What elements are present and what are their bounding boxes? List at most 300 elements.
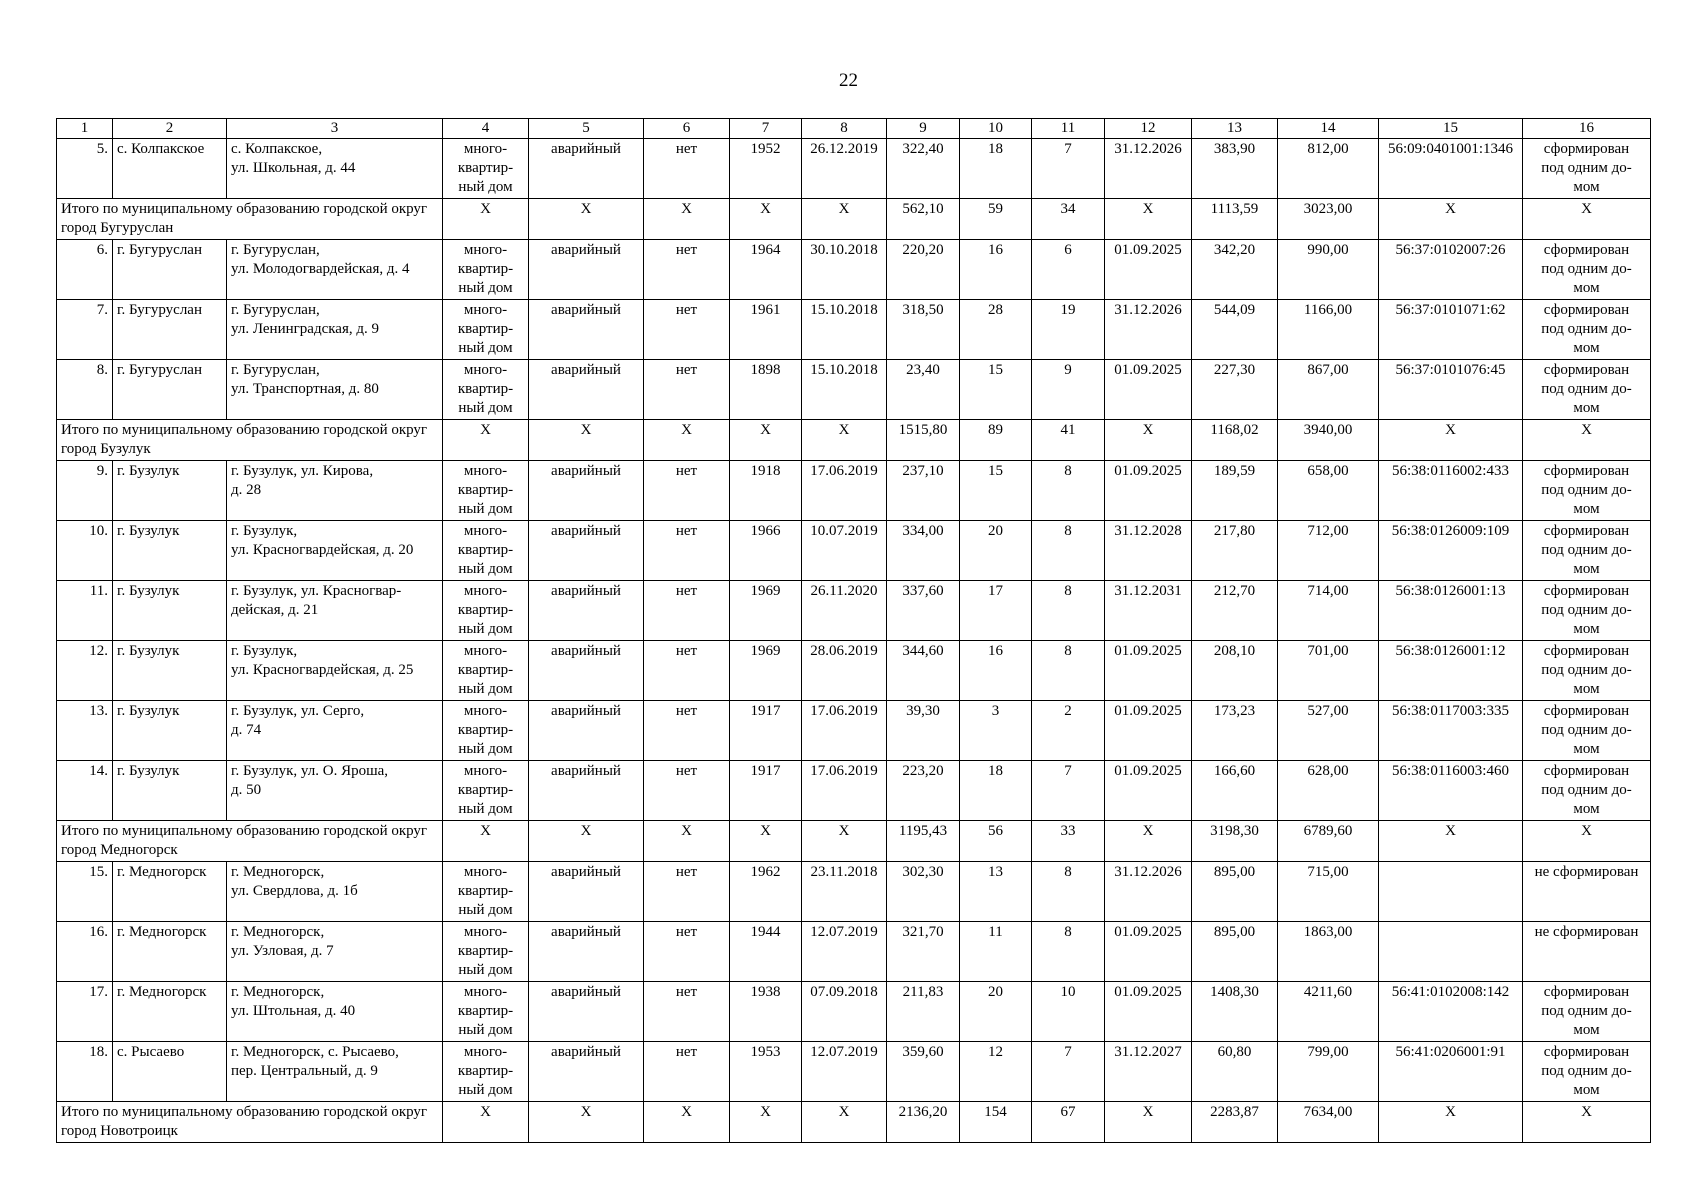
cadastral-number-cell: 56:38:0126001:13 [1379,581,1523,641]
land-plot-status-cell: сформирован под одним до- мом [1523,461,1651,521]
building-type-cell: много- квартир- ный дом [443,862,529,922]
area-cell: 302,30 [887,862,960,922]
premises-count-cell: 7 [1032,761,1105,821]
residents-count-cell: 20 [960,521,1032,581]
premises-count-cell: 8 [1032,641,1105,701]
residents-count-cell: 18 [960,139,1032,199]
column-number: 9 [887,119,960,139]
premises-count-cell: 8 [1032,922,1105,982]
table-row [57,862,1651,922]
row-number-cell: 12. [57,641,113,701]
build-year-cell: 1938 [730,982,802,1042]
row-number-cell: 15. [57,862,113,922]
premises-count-cell: 6 [1032,240,1105,300]
page-number: 22 [839,70,858,91]
residents-total-cell: 89 [960,420,1032,461]
land-plot-status-cell: сформирован под одним до- мом [1523,641,1651,701]
row-number-cell: 9. [57,461,113,521]
area-cell: 211,83 [887,982,960,1042]
column-number: 8 [802,119,887,139]
flag-cell: нет [644,521,730,581]
x-mark-cell: Х [730,1102,802,1143]
flag-cell: нет [644,761,730,821]
building-type-cell: много- квартир- ный дом [443,360,529,420]
table-row [57,701,1651,761]
residents-count-cell: 28 [960,300,1032,360]
condition-cell: аварийный [529,701,644,761]
value-14-total-cell: 3023,00 [1278,199,1379,240]
residents-count-cell: 12 [960,1042,1032,1102]
column-number: 16 [1523,119,1651,139]
column-number: 15 [1379,119,1523,139]
cadastral-number-cell: 56:41:0206001:91 [1379,1042,1523,1102]
land-plot-status-cell: сформирован под одним до- мом [1523,1042,1651,1102]
build-year-cell: 1918 [730,461,802,521]
flag-cell: нет [644,701,730,761]
address-cell: г. Медногорск, ул. Штольная, д. 40 [227,982,443,1042]
recognition-date-cell: 12.07.2019 [802,1042,887,1102]
resettlement-deadline-cell: 01.09.2025 [1105,641,1192,701]
table-row [57,1042,1651,1102]
resettlement-deadline-cell: 01.09.2025 [1105,360,1192,420]
x-mark-cell: Х [529,199,644,240]
value-14-cell: 701,00 [1278,641,1379,701]
land-plot-status-cell: не сформирован [1523,922,1651,982]
value-13-cell: 1408,30 [1192,982,1278,1042]
building-type-cell: много- квартир- ный дом [443,521,529,581]
condition-cell: аварийный [529,922,644,982]
settlement-cell: г. Бугуруслан [113,300,227,360]
value-13-cell: 227,30 [1192,360,1278,420]
table-row [57,461,1651,521]
area-cell: 220,20 [887,240,960,300]
column-number: 2 [113,119,227,139]
resettlement-deadline-cell: 31.12.2027 [1105,1042,1192,1102]
cadastral-number-cell [1379,922,1523,982]
premises-count-cell: 10 [1032,982,1105,1042]
premises-count-cell: 8 [1032,461,1105,521]
x-mark-cell: Х [644,821,730,862]
condition-cell: аварийный [529,641,644,701]
resettlement-deadline-cell: 01.09.2025 [1105,982,1192,1042]
address-cell: г. Бузулук, ул. Кирова, д. 28 [227,461,443,521]
subtotal-row [57,821,1651,862]
residents-total-cell: 56 [960,821,1032,862]
building-type-cell: много- квартир- ный дом [443,982,529,1042]
value-14-cell: 1166,00 [1278,300,1379,360]
cadastral-number-cell: 56:38:0116003:460 [1379,761,1523,821]
recognition-date-cell: 15.10.2018 [802,360,887,420]
recognition-date-cell: 15.10.2018 [802,300,887,360]
value-14-cell: 628,00 [1278,761,1379,821]
value-14-cell: 1863,00 [1278,922,1379,982]
flag-cell: нет [644,461,730,521]
column-number: 10 [960,119,1032,139]
settlement-cell: г. Бузулук [113,761,227,821]
build-year-cell: 1969 [730,581,802,641]
settlement-cell: г. Бузулук [113,641,227,701]
x-mark-cell: Х [1379,420,1523,461]
recognition-date-cell: 26.11.2020 [802,581,887,641]
row-number-cell: 10. [57,521,113,581]
resettlement-deadline-cell: 01.09.2025 [1105,461,1192,521]
residents-count-cell: 3 [960,701,1032,761]
row-number-cell: 14. [57,761,113,821]
building-type-cell: много- квартир- ный дом [443,139,529,199]
area-cell: 334,00 [887,521,960,581]
x-mark-cell: Х [802,420,887,461]
build-year-cell: 1962 [730,862,802,922]
condition-cell: аварийный [529,1042,644,1102]
value-13-cell: 208,10 [1192,641,1278,701]
value-13-cell: 60,80 [1192,1042,1278,1102]
subtotal-label: Итого по муниципальному образованию городской округ город Бузулук [57,420,443,461]
settlement-cell: г. Бузулук [113,461,227,521]
x-mark-cell: Х [529,821,644,862]
flag-cell: нет [644,139,730,199]
value-14-total-cell: 7634,00 [1278,1102,1379,1143]
settlement-cell: г. Бузулук [113,581,227,641]
value-14-cell: 527,00 [1278,701,1379,761]
address-cell: г. Медногорск, с. Рысаево, пер. Центральный, д. 9 [227,1042,443,1102]
value-14-cell: 812,00 [1278,139,1379,199]
resettlement-deadline-cell: 31.12.2028 [1105,521,1192,581]
building-type-cell: много- квартир- ный дом [443,1042,529,1102]
residents-count-cell: 11 [960,922,1032,982]
condition-cell: аварийный [529,581,644,641]
recognition-date-cell: 17.06.2019 [802,461,887,521]
value-14-cell: 715,00 [1278,862,1379,922]
x-mark-cell: Х [802,199,887,240]
area-cell: 321,70 [887,922,960,982]
column-number: 7 [730,119,802,139]
address-cell: г. Бугуруслан, ул. Ленинградская, д. 9 [227,300,443,360]
settlement-cell: с. Колпакское [113,139,227,199]
row-number-cell: 7. [57,300,113,360]
condition-cell: аварийный [529,982,644,1042]
row-number-cell: 16. [57,922,113,982]
build-year-cell: 1944 [730,922,802,982]
land-plot-status-cell: сформирован под одним до- мом [1523,761,1651,821]
area-total-cell: 1515,80 [887,420,960,461]
column-number: 6 [644,119,730,139]
cadastral-number-cell: 56:41:0102008:142 [1379,982,1523,1042]
land-plot-status-cell: сформирован под одним до- мом [1523,701,1651,761]
recognition-date-cell: 10.07.2019 [802,521,887,581]
address-cell: г. Бузулук, ул. Красногвар- дейская, д. 21 [227,581,443,641]
value-13-total-cell: 3198,30 [1192,821,1278,862]
condition-cell: аварийный [529,761,644,821]
value-14-cell: 714,00 [1278,581,1379,641]
value-13-cell: 895,00 [1192,922,1278,982]
area-cell: 359,60 [887,1042,960,1102]
flag-cell: нет [644,641,730,701]
recognition-date-cell: 12.07.2019 [802,922,887,982]
premises-count-cell: 7 [1032,1042,1105,1102]
table-row [57,240,1651,300]
x-mark-cell: Х [1523,199,1651,240]
residents-count-cell: 16 [960,240,1032,300]
premises-total-cell: 33 [1032,821,1105,862]
x-mark-cell: Х [1379,1102,1523,1143]
land-plot-status-cell: сформирован под одним до- мом [1523,300,1651,360]
residents-count-cell: 17 [960,581,1032,641]
x-mark-cell: Х [730,420,802,461]
cadastral-number-cell: 56:38:0116002:433 [1379,461,1523,521]
resettlement-deadline-cell: 01.09.2025 [1105,701,1192,761]
recognition-date-cell: 17.06.2019 [802,701,887,761]
premises-count-cell: 8 [1032,581,1105,641]
table-row [57,761,1651,821]
build-year-cell: 1917 [730,701,802,761]
value-14-cell: 799,00 [1278,1042,1379,1102]
building-type-cell: много- квартир- ный дом [443,240,529,300]
column-number: 14 [1278,119,1379,139]
x-mark-cell: Х [730,821,802,862]
premises-count-cell: 8 [1032,521,1105,581]
residents-count-cell: 15 [960,360,1032,420]
housing-register-table [56,118,1651,1143]
residents-total-cell: 59 [960,199,1032,240]
condition-cell: аварийный [529,360,644,420]
flag-cell: нет [644,982,730,1042]
value-14-cell: 658,00 [1278,461,1379,521]
value-13-cell: 383,90 [1192,139,1278,199]
residents-count-cell: 20 [960,982,1032,1042]
value-13-total-cell: 1168,02 [1192,420,1278,461]
value-13-cell: 544,09 [1192,300,1278,360]
x-mark-cell: Х [1105,1102,1192,1143]
residents-count-cell: 13 [960,862,1032,922]
settlement-cell: г. Бугуруслан [113,240,227,300]
x-mark-cell: Х [802,821,887,862]
settlement-cell: г. Бузулук [113,701,227,761]
area-cell: 318,50 [887,300,960,360]
area-cell: 23,40 [887,360,960,420]
subtotal-label: Итого по муниципальному образованию городской округ город Новотроицк [57,1102,443,1143]
cadastral-number-cell: 56:38:0126001:12 [1379,641,1523,701]
flag-cell: нет [644,360,730,420]
condition-cell: аварийный [529,521,644,581]
value-13-cell: 189,59 [1192,461,1278,521]
building-type-cell: много- квартир- ный дом [443,701,529,761]
building-type-cell: много- квартир- ный дом [443,461,529,521]
x-mark-cell: Х [1379,199,1523,240]
value-13-cell: 342,20 [1192,240,1278,300]
residents-total-cell: 154 [960,1102,1032,1143]
condition-cell: аварийный [529,862,644,922]
value-13-total-cell: 2283,87 [1192,1102,1278,1143]
table-row [57,139,1651,199]
row-number-cell: 17. [57,982,113,1042]
address-cell: г. Медногорск, ул. Узловая, д. 7 [227,922,443,982]
address-cell: г. Бузулук, ул. Красногвардейская, д. 20 [227,521,443,581]
residents-count-cell: 15 [960,461,1032,521]
x-mark-cell: Х [1523,1102,1651,1143]
flag-cell: нет [644,1042,730,1102]
x-mark-cell: Х [1523,821,1651,862]
column-number-row [57,119,1651,139]
column-number: 5 [529,119,644,139]
value-14-total-cell: 3940,00 [1278,420,1379,461]
subtotal-row [57,1102,1651,1143]
residents-count-cell: 16 [960,641,1032,701]
value-13-total-cell: 1113,59 [1192,199,1278,240]
build-year-cell: 1917 [730,761,802,821]
subtotal-label: Итого по муниципальному образованию городской округ город Бугуруслан [57,199,443,240]
settlement-cell: г. Медногорск [113,862,227,922]
row-number-cell: 6. [57,240,113,300]
x-mark-cell: Х [644,199,730,240]
area-total-cell: 562,10 [887,199,960,240]
x-mark-cell: Х [730,199,802,240]
settlement-cell: с. Рысаево [113,1042,227,1102]
flag-cell: нет [644,922,730,982]
value-14-cell: 712,00 [1278,521,1379,581]
x-mark-cell: Х [1105,199,1192,240]
build-year-cell: 1961 [730,300,802,360]
table-body [57,119,1651,1143]
land-plot-status-cell: сформирован под одним до- мом [1523,581,1651,641]
table-row [57,922,1651,982]
build-year-cell: 1953 [730,1042,802,1102]
x-mark-cell: Х [802,1102,887,1143]
premises-count-cell: 9 [1032,360,1105,420]
table-row [57,360,1651,420]
row-number-cell: 5. [57,139,113,199]
resettlement-deadline-cell: 31.12.2026 [1105,862,1192,922]
cadastral-number-cell: 56:37:0101076:45 [1379,360,1523,420]
x-mark-cell: Х [1105,821,1192,862]
value-14-cell: 990,00 [1278,240,1379,300]
cadastral-number-cell: 56:38:0117003:335 [1379,701,1523,761]
table-row [57,521,1651,581]
x-mark-cell: Х [1379,821,1523,862]
recognition-date-cell: 17.06.2019 [802,761,887,821]
address-cell: г. Бузулук, ул. Красногвардейская, д. 25 [227,641,443,701]
cadastral-number-cell: 56:09:0401001:1346 [1379,139,1523,199]
flag-cell: нет [644,862,730,922]
land-plot-status-cell: сформирован под одним до- мом [1523,139,1651,199]
premises-count-cell: 8 [1032,862,1105,922]
premises-count-cell: 2 [1032,701,1105,761]
table-row [57,300,1651,360]
recognition-date-cell: 28.06.2019 [802,641,887,701]
settlement-cell: г. Бугуруслан [113,360,227,420]
build-year-cell: 1966 [730,521,802,581]
recognition-date-cell: 26.12.2019 [802,139,887,199]
table-row [57,982,1651,1042]
row-number-cell: 13. [57,701,113,761]
premises-count-cell: 7 [1032,139,1105,199]
column-number: 12 [1105,119,1192,139]
premises-count-cell: 19 [1032,300,1105,360]
area-cell: 337,60 [887,581,960,641]
condition-cell: аварийный [529,240,644,300]
x-mark-cell: Х [529,1102,644,1143]
column-number: 3 [227,119,443,139]
column-number: 4 [443,119,529,139]
premises-total-cell: 34 [1032,199,1105,240]
land-plot-status-cell: сформирован под одним до- мом [1523,360,1651,420]
flag-cell: нет [644,240,730,300]
flag-cell: нет [644,300,730,360]
building-type-cell: много- квартир- ный дом [443,581,529,641]
address-cell: г. Бугуруслан, ул. Транспортная, д. 80 [227,360,443,420]
land-plot-status-cell: сформирован под одним до- мом [1523,240,1651,300]
subtotal-row [57,420,1651,461]
area-cell: 344,60 [887,641,960,701]
column-number: 11 [1032,119,1105,139]
building-type-cell: много- квартир- ный дом [443,300,529,360]
flag-cell: нет [644,581,730,641]
address-cell: г. Медногорск, ул. Свердлова, д. 1б [227,862,443,922]
address-cell: г. Бузулук, ул. Серго, д. 74 [227,701,443,761]
build-year-cell: 1964 [730,240,802,300]
x-mark-cell: Х [1523,420,1651,461]
residents-count-cell: 18 [960,761,1032,821]
cadastral-number-cell: 56:37:0101071:62 [1379,300,1523,360]
building-type-cell: много- квартир- ный дом [443,922,529,982]
area-total-cell: 1195,43 [887,821,960,862]
x-mark-cell: Х [443,199,529,240]
x-mark-cell: Х [1105,420,1192,461]
value-14-total-cell: 6789,60 [1278,821,1379,862]
resettlement-deadline-cell: 01.09.2025 [1105,922,1192,982]
premises-total-cell: 67 [1032,1102,1105,1143]
land-plot-status-cell: сформирован под одним до- мом [1523,982,1651,1042]
address-cell: с. Колпакское, ул. Школьная, д. 44 [227,139,443,199]
subtotal-label: Итого по муниципальному образованию городской округ город Медногорск [57,821,443,862]
settlement-cell: г. Бузулук [113,521,227,581]
x-mark-cell: Х [529,420,644,461]
value-13-cell: 895,00 [1192,862,1278,922]
table-row [57,581,1651,641]
resettlement-deadline-cell: 31.12.2026 [1105,300,1192,360]
table-row [57,641,1651,701]
condition-cell: аварийный [529,300,644,360]
address-cell: г. Бугуруслан, ул. Молодогвардейская, д. 4 [227,240,443,300]
resettlement-deadline-cell: 31.12.2026 [1105,139,1192,199]
area-cell: 322,40 [887,139,960,199]
value-14-cell: 867,00 [1278,360,1379,420]
x-mark-cell: Х [443,1102,529,1143]
cadastral-number-cell: 56:37:0102007:26 [1379,240,1523,300]
value-13-cell: 166,60 [1192,761,1278,821]
resettlement-deadline-cell: 01.09.2025 [1105,761,1192,821]
settlement-cell: г. Медногорск [113,922,227,982]
value-14-cell: 4211,60 [1278,982,1379,1042]
resettlement-deadline-cell: 01.09.2025 [1105,240,1192,300]
area-cell: 39,30 [887,701,960,761]
area-cell: 237,10 [887,461,960,521]
x-mark-cell: Х [644,1102,730,1143]
column-number: 13 [1192,119,1278,139]
cadastral-number-cell [1379,862,1523,922]
row-number-cell: 11. [57,581,113,641]
row-number-cell: 8. [57,360,113,420]
condition-cell: аварийный [529,139,644,199]
settlement-cell: г. Медногорск [113,982,227,1042]
subtotal-row [57,199,1651,240]
value-13-cell: 173,23 [1192,701,1278,761]
row-number-cell: 18. [57,1042,113,1102]
build-year-cell: 1898 [730,360,802,420]
land-plot-status-cell: не сформирован [1523,862,1651,922]
address-cell: г. Бузулук, ул. О. Яроша, д. 50 [227,761,443,821]
area-cell: 223,20 [887,761,960,821]
land-plot-status-cell: сформирован под одним до- мом [1523,521,1651,581]
